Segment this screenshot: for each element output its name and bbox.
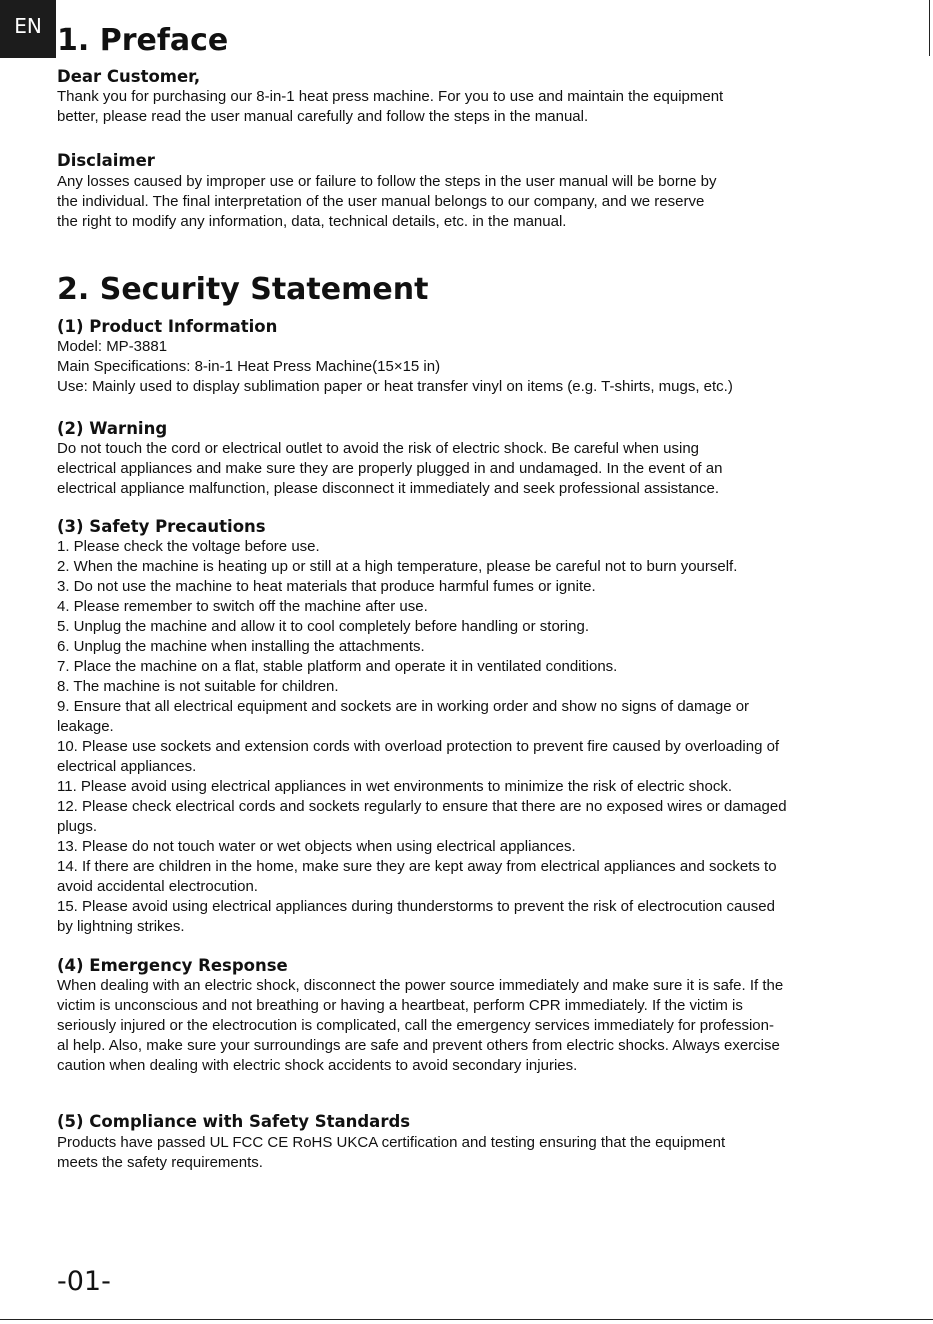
text-line: electrical appliance malfunction, please disconnect it immediately and seek professional assistance. xyxy=(57,480,720,497)
text-line: Use: Mainly used to display sublimation paper or heat transfer vinyl on items (e.g. T-shirts, mugs, etc.) xyxy=(57,378,733,395)
preface-title: 1. Preface xyxy=(57,23,229,58)
list-item: plugs. xyxy=(57,818,98,835)
list-item: 12. Please check electrical cords and sockets regularly to ensure that there are no exposed wires or damaged xyxy=(57,798,787,815)
list-item: 15. Please avoid using electrical appliances during thunderstorms to prevent the risk of electrocution caused xyxy=(57,898,775,915)
text-line: better, please read the user manual carefully and follow the steps in the manual. xyxy=(57,108,589,125)
list-item: 7. Place the machine on a flat, stable platform and operate it in ventilated conditions. xyxy=(57,658,618,675)
disclaimer-title: Disclaimer xyxy=(57,151,155,170)
text-line: caution when dealing with electric shock accidents to avoid secondary injuries. xyxy=(57,1057,578,1074)
emergency-title: (4) Emergency Response xyxy=(57,956,288,975)
preface-text xyxy=(57,87,872,127)
list-item: 10. Please use sockets and extension cords with overload protection to prevent fire caused by overloading of xyxy=(57,738,780,755)
text-line: Do not touch the cord or electrical outlet to avoid the risk of electric shock. Be careful when using xyxy=(57,440,699,457)
list-item: 3. Do not use the machine to heat materials that produce harmful fumes or ignite. xyxy=(57,578,596,595)
edge-rule xyxy=(929,0,930,56)
text-line: Thank you for purchasing our 8-in-1 heat press machine. For you to use and maintain the equipment xyxy=(57,88,724,105)
text-line: Main Specifications: 8-in-1 Heat Press Machine(15×15 in) xyxy=(57,358,441,375)
disclaimer-text xyxy=(57,172,872,232)
warning-text xyxy=(57,439,872,499)
list-item: 2. When the machine is heating up or still at a high temperature, please be careful not to burn yourself. xyxy=(57,558,738,575)
emergency-text xyxy=(57,976,872,1076)
text-line: seriously injured or the electrocution is complicated, call the emergency services immediately for profession- xyxy=(57,1017,774,1034)
product-info-title: (1) Product Information xyxy=(57,317,278,336)
text-line: When dealing with an electric shock, disconnect the power source immediately and make sure it is safe. If the xyxy=(57,977,784,994)
list-item: electrical appliances. xyxy=(57,758,197,775)
security-title: 2. Security Statement xyxy=(57,272,429,307)
list-item: 1. Please check the voltage before use. xyxy=(57,538,320,555)
text-line: meets the safety requirements. xyxy=(57,1154,263,1171)
list-item: 11. Please avoid using electrical appliances in wet environments to minimize the risk of electric shock. xyxy=(57,778,733,795)
page-number: -01- xyxy=(57,1266,111,1297)
text-line: Products have passed UL FCC CE RoHS UKCA certification and testing ensuring that the equipment xyxy=(57,1134,726,1151)
greeting: Dear Customer, xyxy=(57,67,201,86)
list-item: 5. Unplug the machine and allow it to cool completely before handling or storing. xyxy=(57,618,589,635)
text-line: Model: MP-3881 xyxy=(57,338,168,355)
text-line: Any losses caused by improper use or failure to follow the steps in the user manual will be borne by xyxy=(57,173,717,190)
text-line: the individual. The final interpretation of the user manual belongs to our company, and we reserve xyxy=(57,193,705,210)
list-item: 8. The machine is not suitable for children. xyxy=(57,678,339,695)
list-item: 4. Please remember to switch off the machine after use. xyxy=(57,598,428,615)
precautions-list xyxy=(57,537,872,937)
list-item: 13. Please do not touch water or wet objects when using electrical appliances. xyxy=(57,838,576,855)
compliance-title: (5) Compliance with Safety Standards xyxy=(57,1112,411,1131)
list-item: 9. Ensure that all electrical equipment and sockets are in working order and show no signs of damage or xyxy=(57,698,750,715)
language-label: EN xyxy=(14,14,42,38)
compliance-text xyxy=(57,1133,872,1173)
bottom-rule xyxy=(0,1319,933,1320)
list-item: by lightning strikes. xyxy=(57,918,185,935)
precautions-title: (3) Safety Precautions xyxy=(57,517,266,536)
language-tab xyxy=(0,0,56,58)
product-info-text xyxy=(57,337,872,397)
list-item: leakage. xyxy=(57,718,114,735)
text-line: al help. Also, make sure your surroundings are safe and prevent others from electric shocks. Always exercise xyxy=(57,1037,780,1054)
warning-title: (2) Warning xyxy=(57,419,168,438)
text-line: victim is unconscious and not breathing or having a heartbeat, perform CPR immediately. If the victim is xyxy=(57,997,743,1014)
list-item: avoid accidental electrocution. xyxy=(57,878,258,895)
list-item: 14. If there are children in the home, make sure they are kept away from electrical appliances and sockets to xyxy=(57,858,777,875)
text-line: the right to modify any information, data, technical details, etc. in the manual. xyxy=(57,213,567,230)
list-item: 6. Unplug the machine when installing the attachments. xyxy=(57,638,425,655)
text-line: electrical appliances and make sure they are properly plugged in and undamaged. In the event of an xyxy=(57,460,723,477)
